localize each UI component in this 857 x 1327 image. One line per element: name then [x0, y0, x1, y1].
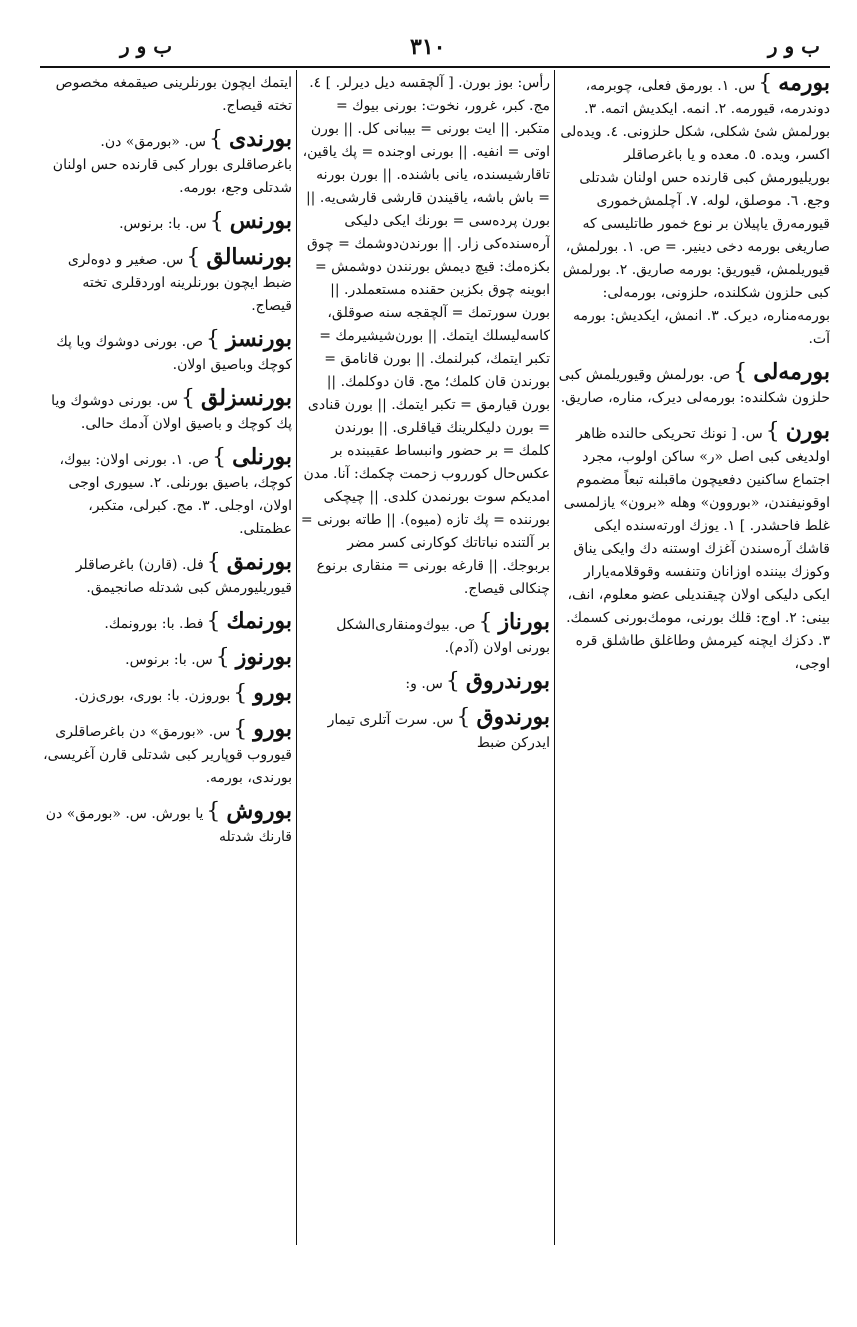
dictionary-entry [40, 718, 292, 790]
entry-headword: بورمه [778, 72, 830, 96]
entry-definition: س. با: برنوس. [119, 216, 207, 232]
entry-brace: } [209, 209, 224, 234]
column-divider-left [296, 70, 297, 1245]
entry-definition: یا بورش. س. «بورمق» دن قارنك شدتله [45, 806, 292, 845]
running-head-left: ب و ر [120, 34, 173, 58]
entry-headword: بورو [253, 680, 292, 706]
entry-definition: س. صغیر و دوه‌لری ضبط ایچون بورنلرینه اوردقلری تخته قیصاج. [67, 252, 292, 314]
dictionary-entry [300, 72, 550, 601]
entry-brace: } [765, 419, 780, 444]
entry-headword: بورن [785, 418, 830, 444]
dictionary-entry [40, 72, 292, 118]
dictionary-entry [558, 420, 830, 676]
entry-definition: س. «بورمق» دن باغرصاقلری قیوروب قوپارير کبی شدتلی قارن آغریسی، بورندی، بورمه. [43, 724, 292, 786]
dictionary-entry [40, 551, 292, 600]
entry-headword: بورندی [228, 126, 292, 152]
entry-brace: } [180, 386, 195, 411]
entry-definition: رأس: بوز بورن. [ آلچقسه دیل دیرلر. ] ٤. مج. کبر، غرور، نخوت: بورنی بیوك = متکبر. || ایت بورنی = بیبانی کل. || بورن اوتی = انفیه. || بورنی اوجنده = پك یاقین، تاقارشیسنده، یانی باشنده. || بورن بورنه = باش باشه، یاقیندن قارشی قارشی‌یه. || بورن پرده‌سی = بورنك ایکی دلیکی آره‌سنده‌کی زار. || بورندن‌دوشمك = چوق بکزه‌مك: قیچ دیمش بورنندن دوشمش = ابوینه چوق بکزین حقنده مستعملدر. || بورن سورتمك = آلچقجه سنه صوقلق، کاسه‌لیسلك ایتمك. || بورن‌شیشیرمك = تکبر ایتمك، کبرلنمك. || بورن قانامق = بورندن قان کلمك؛ مج. قان دوکلمك. || بورن قیارمق = تکبر ایتمك. || بورن قنادی = بورن دلیکلرینك قیاقلری. || بورندن کلمك = بر حضور وانبساط عقیبنده بر عکس‌حال کورروب زحمت چکمك: آنا. مدن امدیکم سوت بورنمدن کلدی. || چیچکی بورننده = پك تازه (میوه). || طاته بورنی = بر آلتنده نباتاتك کوکارنی کسر مضر بربوجك. || قارغه بورنی = منقاری برنوع چنکالی قیصاج. [300, 75, 550, 597]
dictionary-entry [40, 246, 292, 318]
entry-headword: بورنمك [226, 608, 292, 634]
column-divider-right [554, 70, 555, 1245]
entry-headword: بورنسز [226, 326, 292, 352]
entry-headword: بورندوق [476, 704, 550, 730]
dictionary-entry [40, 682, 292, 708]
entry-headword: بورنسالق [206, 244, 292, 270]
entry-headword: بورنمق [226, 549, 292, 575]
entry-definition: ص. بورلمش وقیوریلمش کبی حلزون شکلنده: بورمه‌لی دیرک، مناره، صاریق. [558, 367, 830, 406]
dictionary-entry [300, 611, 550, 660]
entry-definition: ص. ١. بورنی اولان: بیوك، کوچك، باصیق بورنلی. ٢. سیوری اوجی اولان، اوجلی. ٣. مج. کبرلی، متکبر، عظمتلی. [59, 452, 292, 537]
entry-brace: } [445, 669, 460, 694]
entry-headword: بورمه‌لی [753, 359, 830, 385]
entry-definition: س. [ نونك تحریکی حالنده ظاهر اولدیغی کبی اصل «ر» ساکن اولوب، مجرد اجتماع ساکنین دفعیچون ماقبلنه تبعاً مضموم اوقونیفندن، «بوروون» وهله «برون» یازلمسی غلط فاحشدر. ] ١. یوزك اورته‌سنده ایکی قاشك آره‌سندن آغزك اوستنه دك وایکی یناق وکوزك بیننده اوزانان وتنفسه وقوقلامه‌یارار ایکی دلیکی اولان چیقندیلی عضو معلوم، انف، بینی: ٢. اوج: قلك بورنی، مومك‌بورنی کسمك. ٣. دکزك ایچنه کیرمش وطاغلق طاشلق قره اوجی، [563, 426, 830, 672]
left-column [40, 72, 292, 1242]
entry-definition: ص. بیوك‌ومنقاری‌الشکل بورنی اولان (آدم). [336, 617, 550, 656]
entry-definition: س. سرت آتلری تیمار ایدرکن ضبط [327, 712, 550, 751]
dictionary-entry [40, 387, 292, 436]
entry-definition: س. «بورمق» دن. باغرصاقلری بورار کبی قارنده حس اولنان شدتلی وجع، بورمه. [52, 134, 292, 196]
dictionary-entry [40, 328, 292, 377]
entry-brace: } [758, 72, 773, 96]
entry-brace: } [186, 245, 201, 270]
entry-definition: س. ١. بورمق فعلی، چوبرمه، دوندرمه، قیورمه. ٢. انمه. ایکدیش اتمه. ٣. بورلمش شیٔ شکلی، شکل حلزونی. ٤. ویده‌لی اکسر، ویده. ٥. معده و یا باغرصاقلر بوریلیورمش کبی قارنده حس اولنان شدتلی وجع. ٦. موصلق، لوله. ٧. آچلمش‌خموری قیورمه‌رق یاپیلان بر نوع خمور طاتلیسی که صاریغی بورمه دخی دینیر. = ص. ١. بورلمش، قیوریلمش، قیوریق: بورمه صاریق. ٢. بورلمش کبی حلزون شکلنده، حلزونی، بورمه‌لی: بورمه‌مناره، دیرک. ٣. انمش، ایکدیش: بورمه آت. [560, 78, 830, 347]
entry-brace: } [456, 705, 471, 730]
entry-brace: } [233, 717, 248, 742]
entry-headword: بورو [253, 716, 292, 742]
entry-headword: بورناز [498, 609, 550, 635]
entry-headword: بورنوز [235, 644, 292, 670]
entry-headword: بورندروق [465, 668, 550, 694]
page-header [40, 30, 830, 64]
dictionary-entry [558, 361, 830, 410]
entry-brace: } [733, 360, 748, 385]
entry-definition: س. و: [405, 676, 443, 692]
entry-definition: فط. با: بورونمك. [104, 616, 204, 632]
entry-headword: بوروش [226, 798, 292, 824]
dictionary-entry [40, 800, 292, 849]
entry-brace: } [206, 550, 221, 575]
header-rule [40, 66, 830, 68]
dictionary-entry [40, 128, 292, 200]
dictionary-entry [300, 706, 550, 755]
entry-definition: ایتمك ایچون بورنلرینی صیقمغه مخصوص تخته قیصاج. [55, 75, 292, 114]
running-head-right: ب و ر [767, 34, 820, 58]
entry-definition: بوروزن. با: بوری، بوری‌زن. [74, 688, 231, 704]
dictionary-entry [40, 646, 292, 672]
dictionary-entry [40, 610, 292, 636]
dictionary-entry [300, 670, 550, 696]
page-number: ٣١٠ [410, 34, 446, 60]
entry-headword: بورنلی [232, 444, 292, 470]
dictionary-entry [40, 446, 292, 541]
entry-brace: } [208, 127, 223, 152]
right-column [558, 72, 830, 1242]
entry-definition: ص. بورنی دوشوك ویا پك کوچك وباصیق اولان. [56, 334, 292, 373]
middle-column [300, 72, 550, 1242]
entry-brace: } [478, 610, 493, 635]
entry-headword: بورنس [229, 208, 292, 234]
entry-definition: فل. (قارن) باغرصاقلر قیوریلیورمش کبی شدتله صانجیمق. [75, 557, 292, 596]
entry-brace: } [206, 609, 221, 634]
dictionary-entry [558, 72, 830, 351]
entry-definition: س. با: برنوس. [125, 652, 213, 668]
entry-brace: } [212, 445, 227, 470]
entry-headword: بورنسزلق [200, 385, 292, 411]
entry-brace: } [233, 681, 248, 706]
entry-brace: } [206, 327, 220, 352]
entry-brace: } [206, 799, 221, 824]
entry-brace: } [215, 645, 230, 670]
entry-definition: س. بورنی دوشوك ویا پك کوچك و باصیق اولان آدمك حالی. [51, 393, 292, 432]
dictionary-entry [40, 210, 292, 236]
